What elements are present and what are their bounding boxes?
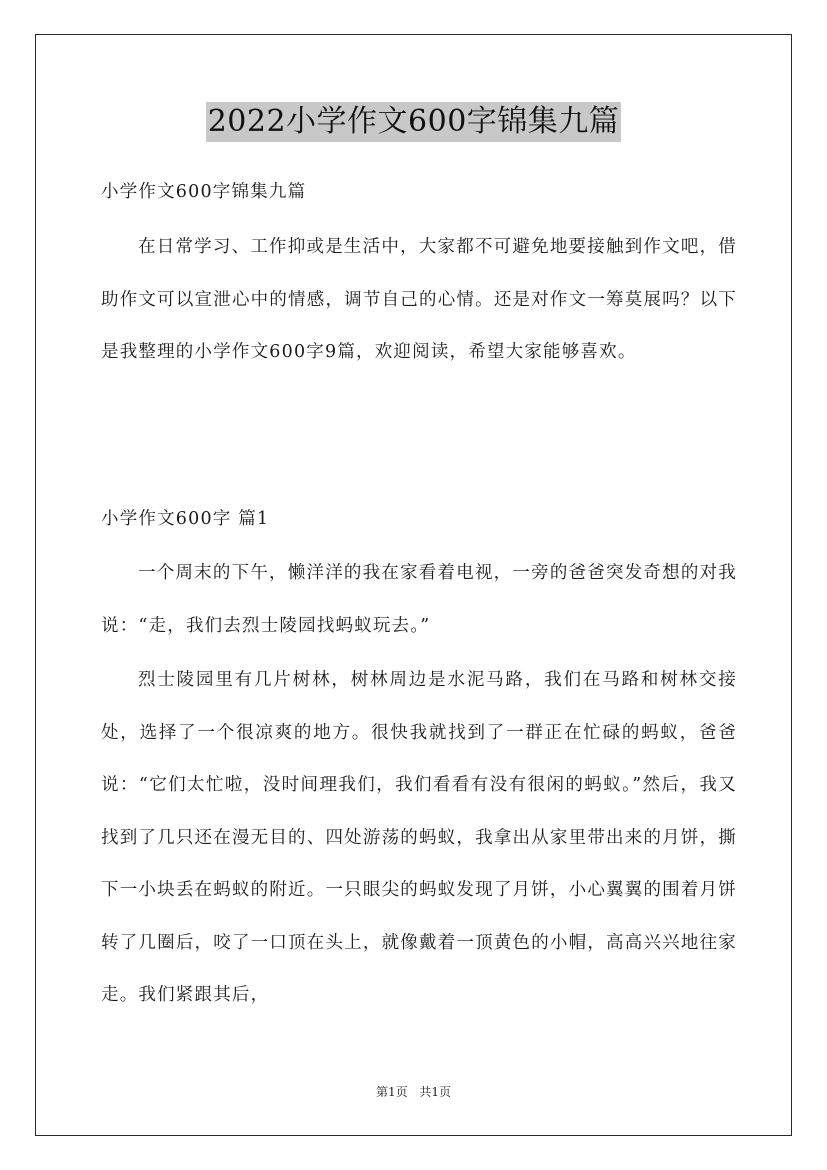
- body-paragraph-1: 一个周末的下午，懒洋洋的我在家看着电视，一旁的爸爸突发奇想的对我说：“走，我们去烈士陵园找蚂蚁玩去。”: [101, 563, 737, 636]
- body-paragraph-2: 烈士陵园里有几片树林，树林周边是水泥马路，我们在马路和树林交接处，选择了一个很凉爽的地方。很快我就找到了一群正在忙碌的蚂蚁，爸爸说：“它们太忙啦，没时间理我们，我们看看有没有很闲的蚂蚁。”然后，我又找到了几只还在漫无目的、四处游荡的蚂蚁，我拿出从家里带出来的月饼，撕下一小块丢在蚂蚁的附近。一只眼尖的蚂蚁发现了月饼，小心翼翼的围着月饼转了几圈后，咬了一口顶在头上，就像戴着一顶黄色的小帽，高高兴兴地往家走。我们紧跟其后，: [101, 670, 737, 1005]
- title-container: [0, 102, 827, 142]
- page-number-current: 第1页: [375, 1085, 408, 1099]
- page-number-total: 共1页: [419, 1085, 452, 1099]
- page-footer: [0, 1083, 827, 1100]
- section-heading: 小学作文600字 篇1: [101, 509, 270, 529]
- document-subtitle: 小学作文600字锦集九篇: [101, 182, 307, 202]
- intro-paragraph: 在日常学习、工作抑或是生活中，大家都不可避免地要接触到作文吧，借助作文可以宣泄心中的情感，调节自己的心情。还是对作文一筹莫展吗？以下是我整理的小学作文600字9篇，欢迎阅读，希望大家能够喜欢。: [101, 237, 737, 362]
- document-title: 2022小学作文600字锦集九篇: [206, 102, 622, 142]
